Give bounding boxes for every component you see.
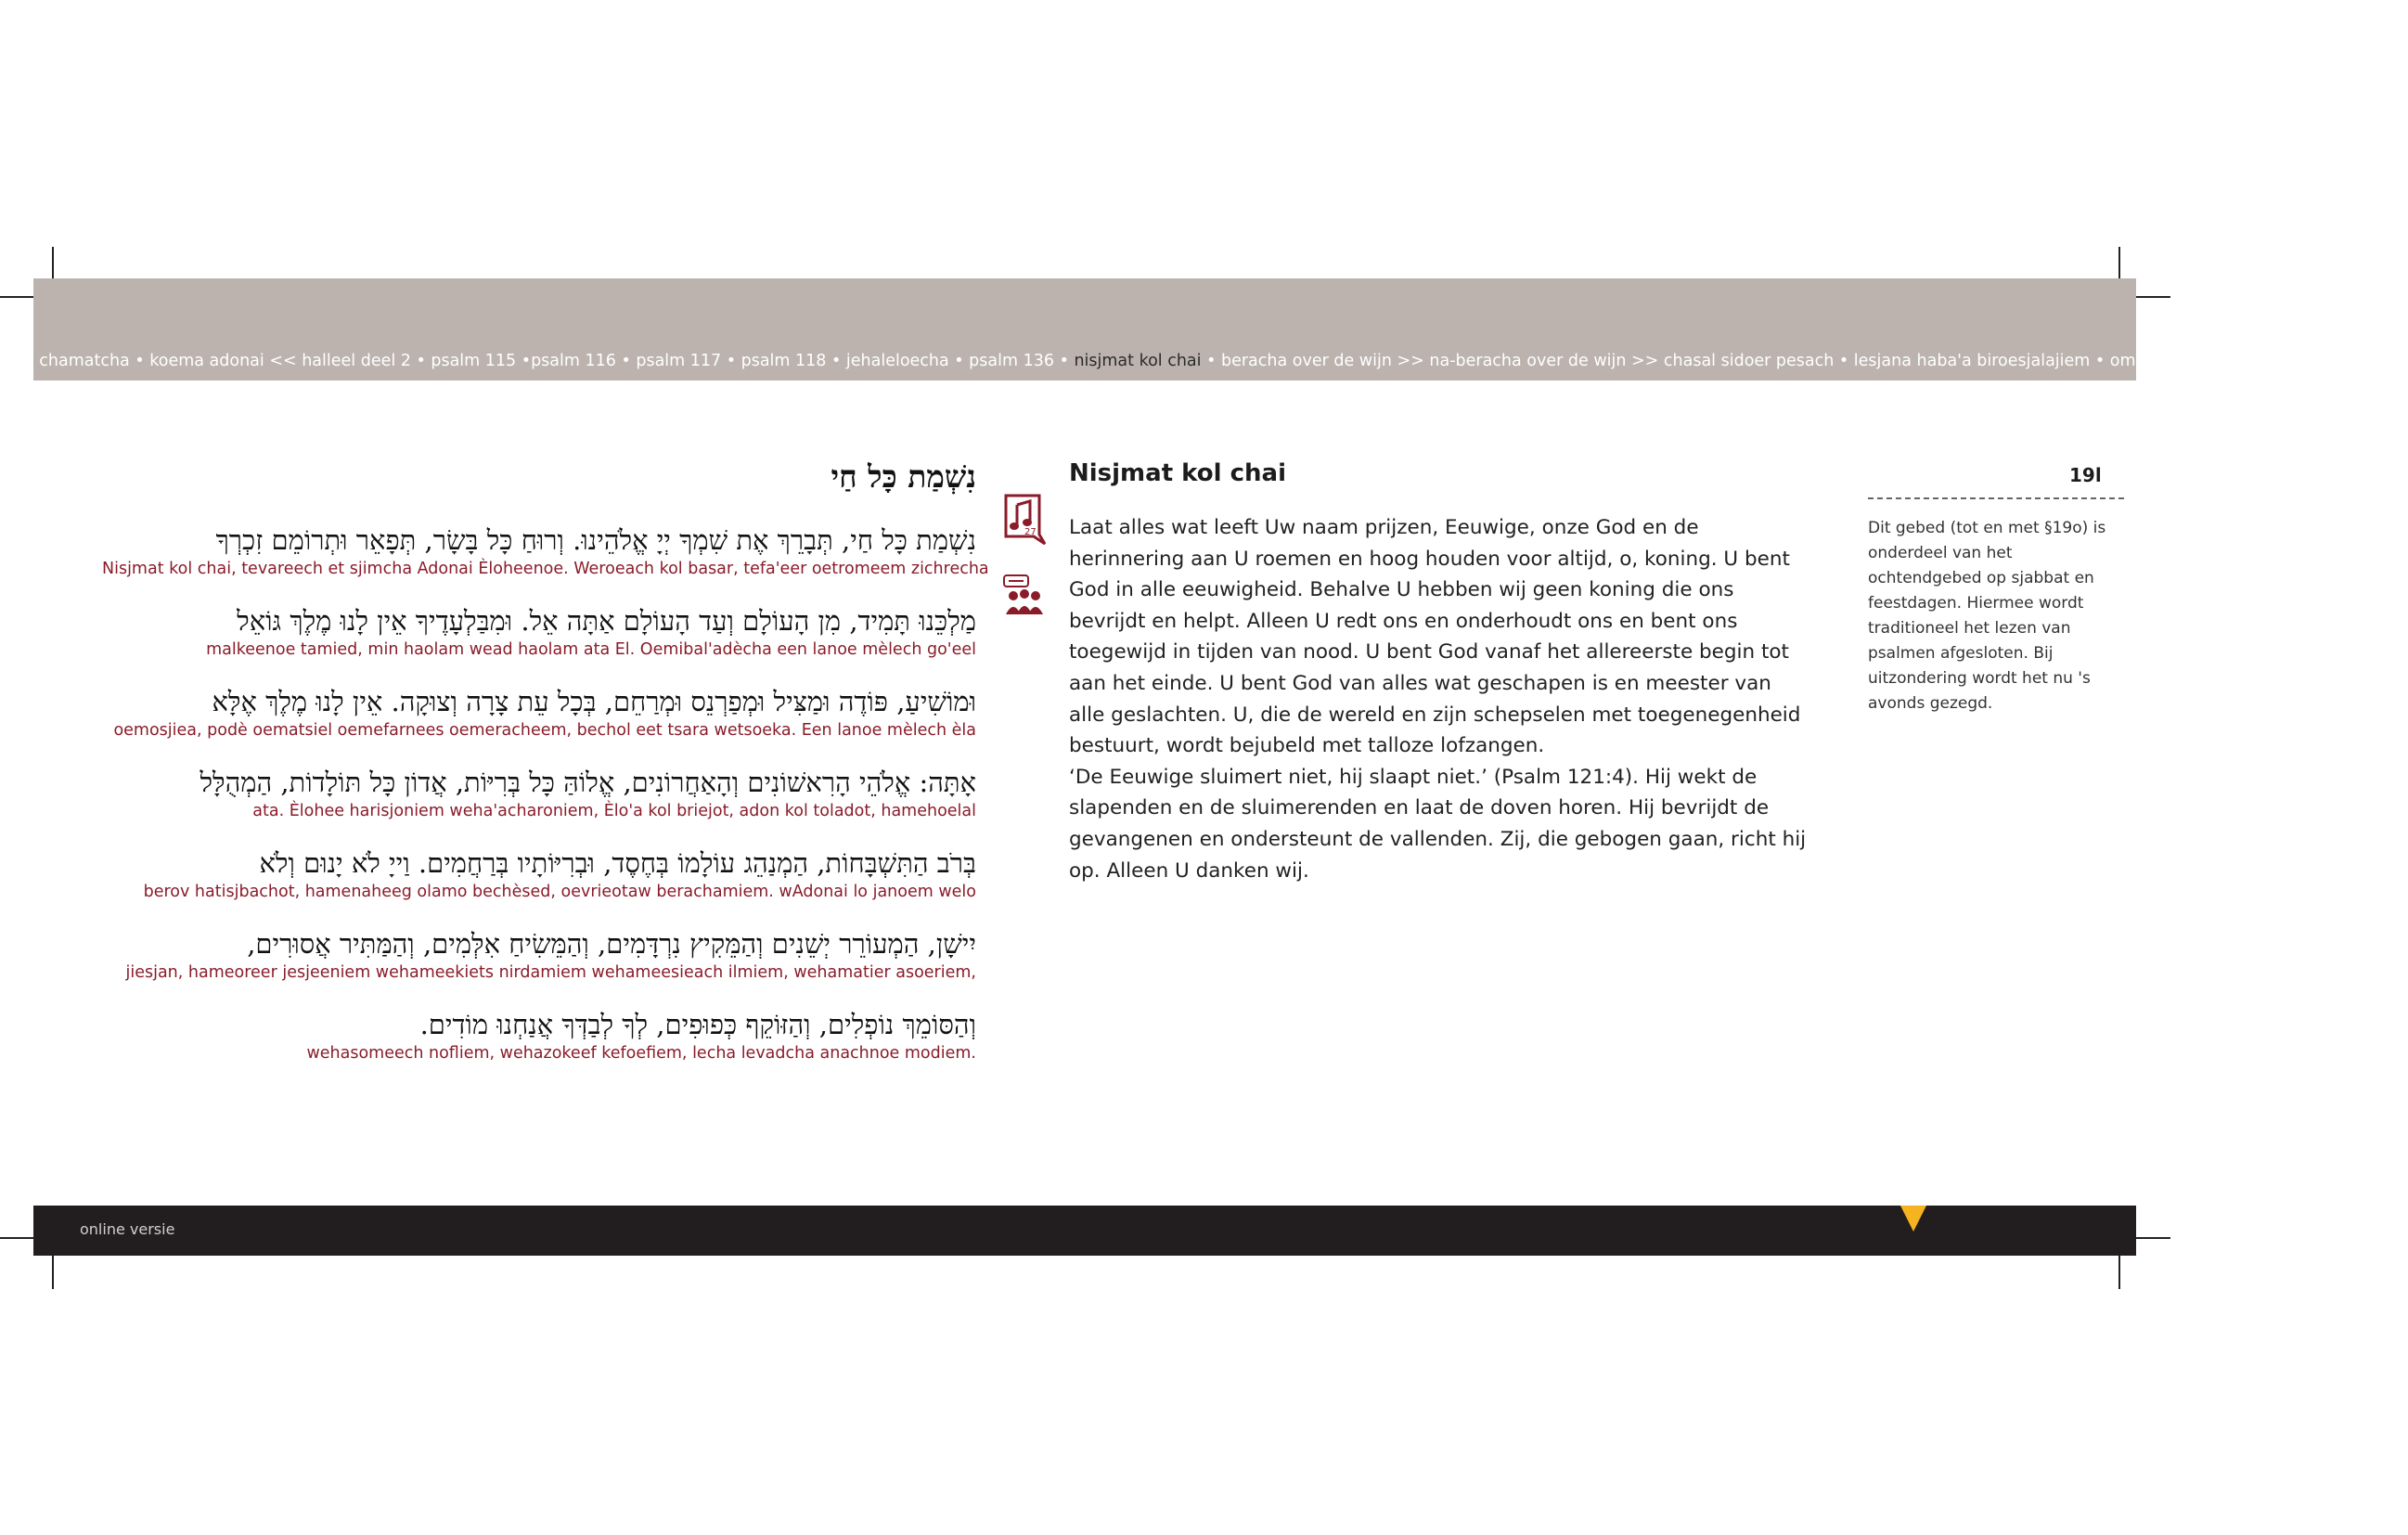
header-band [15,278,2408,381]
hebrew-line: יִישָׁן, הַמְעוֹרֵר יְשֵׁנִים וְהַמֵּקִיץ נִרְדָּמִים, וְהַמֵּשִׂיחַ אִלְּמִים, וְהַמַּתִּיר אֲסוּרִים, [247,928,976,960]
hebrew-title: נִשְׁמַת כָּל חַי [831,458,976,495]
music-number: 27 [1024,527,1037,537]
crop-mark [2136,296,2170,298]
group-singing-icon[interactable] [1002,574,1047,616]
footer-bar [33,1206,2136,1256]
nav-current-item[interactable]: nisjmat kol chai [1074,352,1202,370]
verse [102,683,976,741]
nav-before[interactable]: ch chamatcha • koema adonai << halleel deel 2 • psalm 115 •psalm 116 • psalm 117 • psalm 118 • jehaleloecha • psalm 136 • [15,352,1075,370]
crop-mark [0,296,33,298]
music-note-icon[interactable] [1002,492,1047,549]
transliteration-line: wehasomeech nofliem, wehazokeef kefoefiem, lecha levadcha anachnoe modiem. [306,1044,976,1063]
transliteration-line: ata. Èlohee harisjoniem weha'acharoniem, Èlo'a kol briejot, adon kol toladot, hamehoelal [252,802,976,820]
hebrew-line: נִשְׁמַת כָּל חַי, תְּבָרֵךְ אֶת שִׁמְךָ יְיָ אֱלֹהֵינוּ. וְרוּחַ כָּל בָּשָׂר, תְּפָאֵר וּתְרוֹמֵם זִכְרְךָ [215,524,976,556]
hebrew-line: וְהַסּוֹמֵךְ נוֹפְלִים, וְהַזּוֹקֵף כְּפוּפִים, לְךָ לְבַדְּךָ אֲנַחְנוּ מוֹדִים. [419,1009,976,1040]
page-number: 19l [2069,464,2102,486]
side-note: Dit gebed (tot en met §19o) is onderdeel van het ochtendgebed op sjabbat en feestdagen. Hiermee wordt traditioneel het lezen van psalmen afgesloten. Bij uitzondering wordt het nu 's avonds gezegd. [1868,519,2106,713]
hebrew-line: וּמוֹשִׁיעַ, פּוֹדֶה וּמַצִּיל וּמְפַרְנֵס וּמְרַחֵם, בְּכָל עֵת צָרָה וְצוּקָה. אֵין לָנוּ מֶלֶךְ אֶלָּא [212,686,976,717]
translation-body [1069,512,1811,886]
hebrew-line: מַלְכֵּנוּ תָּמִיד, מִן הָעוֹלָם וְעַד הָעוֹלָם אַתָּה אֵל. וּמִבַּלְעָדֶיךָ אֵין לָנוּ מֶלֶךְ גּוֹאֵל [237,605,976,637]
transliteration-line: oemosjiea, podè oematsiel oemefarnees oemeracheem, bechol eet tsara wetsoeka. Een lanoe mèlech èla [113,721,976,740]
transliteration-line: Nisjmat kol chai, tevareech et sjimcha Adonai Èloheenoe. Weroeach kol basar, tefa'eer oetromeem zichrecha [102,560,989,578]
page-marker-triangle-icon [1900,1206,1926,1232]
breadcrumb-navigation[interactable] [15,352,2408,370]
verse [102,1006,976,1064]
crop-mark [2136,1237,2170,1239]
transliteration-line: jiesjan, hameoreer jesjeeniem wehameekiets nirdamiem wehameesieach ilmiem, wehamatier asoeriem, [125,963,976,982]
verse [102,764,976,821]
crop-mark [2118,1256,2120,1289]
verse [102,602,976,660]
hebrew-column [102,457,989,1087]
transliteration-line: malkeenoe tamied, min haolam wead haolam ata El. Oemibal'adècha een lanoe mèlech go'eel [206,640,976,659]
verse [102,925,976,983]
transliteration-line: berov hatisjbachot, hamenaheeg olamo bechèsed, oevrieotaw berachamiem. wAdonai lo janoem welo [143,883,976,901]
crop-mark [0,1237,33,1239]
footer-label: online versie [80,1220,175,1238]
divider [1868,497,2124,499]
hebrew-line: בְּרֹב הַתִּשְׁבָּחוֹת, הַמְנַהֵג עוֹלָמוֹ בְּחֶסֶד, וּבְרִיּוֹתָיו בְּרַחֲמִים. וַייָ לֹא יָנוּם וְלֹא [259,847,976,879]
crop-mark [2118,247,2120,280]
crop-mark [52,1256,54,1289]
paragraph: Laat alles wat leeft Uw naam prijzen, Eeuwige, onze God en de herinnering aan U roemen en hoog houden voor altijd, o, koning. U bent God in alle eeuwigheid. Behalve U hebben wij geen koning die ons bevrijdt en helpt. Alleen U redt ons en onderhoudt ons en bent ons toegewijd in tijden van nood. U bent God vanaf het allereerste begin tot aan het einde. U bent God van alles wat geschapen is en meester van alle geslachten. U, die de wereld en zijn schepselen met toegenegenheid bestuurt, wordt bejubeld met talloze lofzangen. [1069,516,1801,758]
section-title: Nisjmat kol chai [1069,459,1286,487]
verse [102,522,989,579]
paragraph: ‘De Eeuwige sluimert niet, hij slaapt niet.’ (Psalm 121:4). Hij wekt de slapenden en de sluimerenden en laat de doven horen. Hij bevrijdt de gevangenen en ondersteunt de vallenden. Zij, die gebogen gaan, richt hij op. Alleen U danken wij. [1069,765,1807,883]
verse [102,845,976,902]
hebrew-line: אָתָּה: אֱלֹהֵי הָרִאשׁוֹנִים וְהָאַחֲרוֹנִים, אֱלוֹהַּ כָּל בְּרִיּוֹת, אֲדוֹן כָּל תּוֹלָדוֹת, הַמְהֻלָּל [200,767,976,798]
crop-mark [52,247,54,280]
nav-after[interactable]: • beracha over de wijn >> na-beracha over de wijn >> chasal sidoer pesach • lesjana haba'a biroesjalajiem • omertelling • wajehi bachatsi halajla [1201,352,2408,370]
